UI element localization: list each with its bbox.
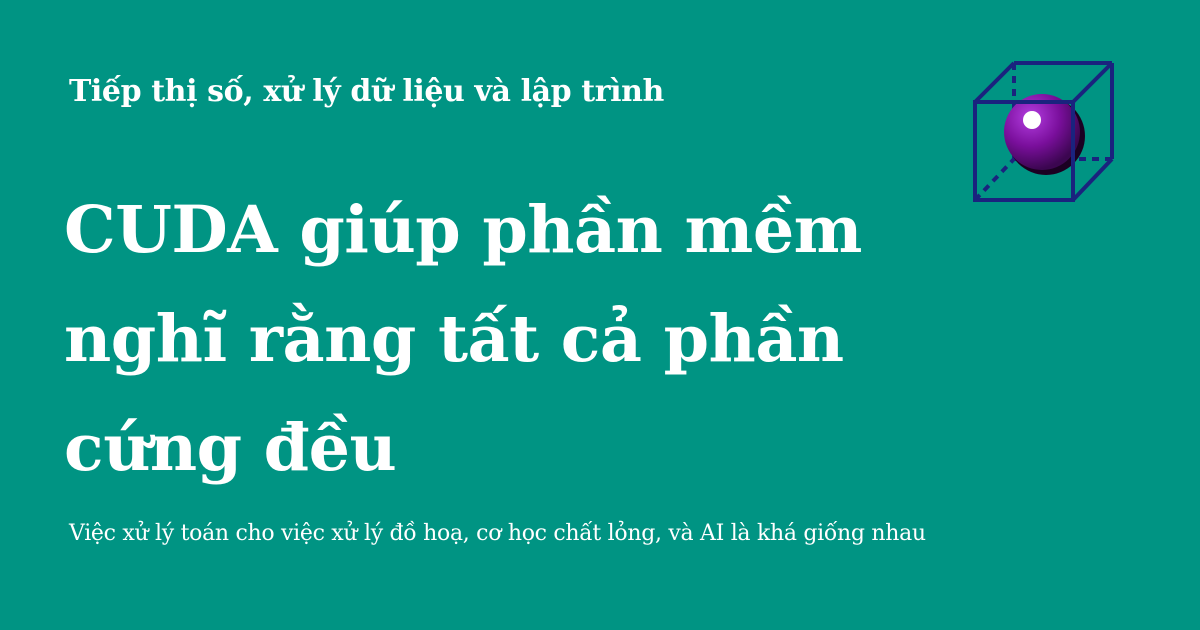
cube-sphere-icon (968, 56, 1120, 208)
headline: CUDA giúp phần mềm nghĩ rằng tất cả phần cứng đều (64, 192, 862, 486)
category-label: Tiếp thị số, xử lý dữ liệu và lập trình (69, 74, 664, 109)
subtitle: Việc xử lý toán cho việc xử lý đồ hoạ, cơ học chất lỏng, và AI là khá giống nhau (69, 521, 926, 546)
